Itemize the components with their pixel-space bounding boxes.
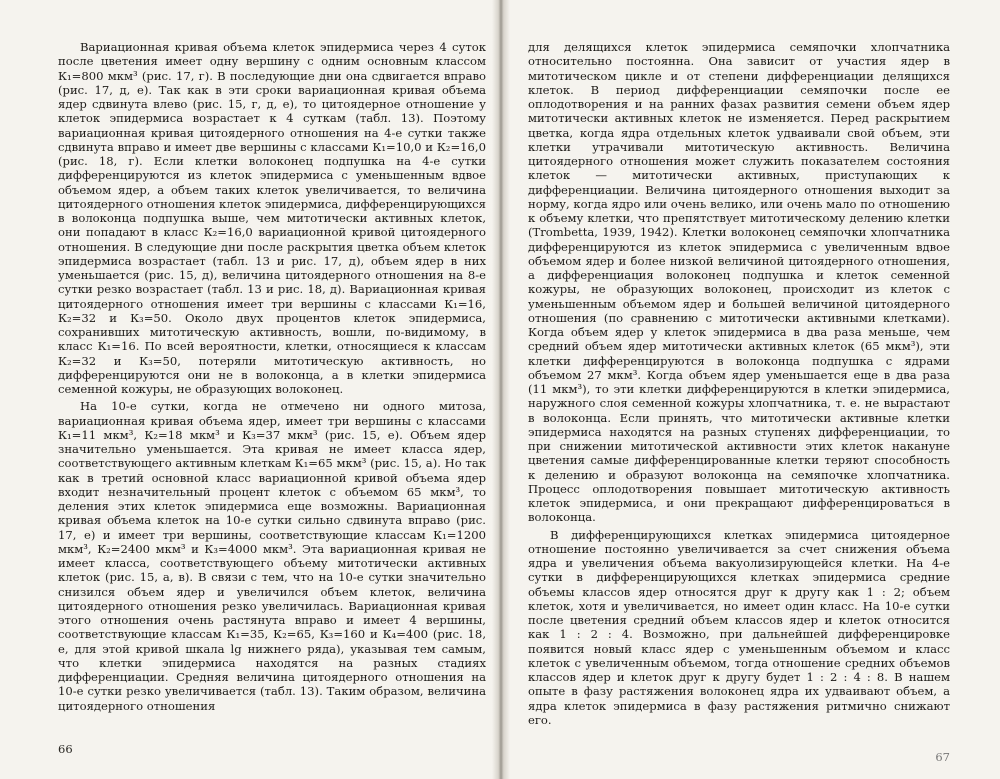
page-number: 66 bbox=[58, 742, 73, 756]
left-page-text bbox=[58, 40, 486, 713]
paragraph: В дифференцирующихся клетках эпидермиса цитоядерное отношение постоянно увеличивается за счет снижения объема ядра и увеличения объема вакуолизирующейся клетки. На 4-е сутки в дифференцирующихся клетках эпидермиса средние объемы классов ядер относятся друг к другу как 1 : 2; объем клеток, хотя и увеличивается, но имеет один класс. На 10-е сутки после цветения средний объем классов ядер и клеток относится как 1 : 2 : 4. Возможно, при дальнейшей дифференцировке появится новый класс ядер с уменьшенным объемом и класс клеток с увеличенным объемом, тогда отношение средних объемов классов ядер и клеток друг к другу будет 1 : 2 : 4 : 8. В нашем опыте в фазу растяжения волоконец ядра их удваивают объем, а ядра клеток эпидермиса в фазу растяжения ритмично снижают его. bbox=[528, 527, 950, 727]
paragraph: На 10-е сутки, когда не отмечено ни одного митоза, вариационная кривая объема ядер, имеет три вершины с классами К₁=11 мкм³, К₂=18 мкм³ и К₃=37 мкм³ (рис. 15, е). Объем ядер значительно уменьшается. Эта кривая не имеет класса ядер, соответствующего активным клеткам К₁=65 мкм³ (рис. 15, а). Но так как в третий основной класс вариационной кривой объема ядер входит незначительный процент клеток с объемом 65 мкм³, то деления этих клеток эпидермиса еще возможны. Вариационная кривая объема клеток на 10-е сутки сильно сдвинута вправо (рис. 17, е) и имеет три вершины, соответствующие классам К₁=1200 мкм³, К₂=2400 мкм³ и К₃=4000 мкм³. Эта вариационная кривая не имеет класса, соответствующего объему митотически активных клеток (рис. 15, а, в). В связи с тем, что на 10-е сутки значительно снизился объем ядер и увеличился объем клеток, величина цитоядерного отношения резко увеличилась. Вариационная кривая этого отношения очень растянута вправо и имеет 4 вершины, соответствующие классам К₁=35, К₂=65, К₃=160 и К₄=400 (рис. 18, е, для этой кривой шкала lg нижнего ряда), указывая тем самым, что клетки эпидермиса находятся на разных стадиях дифференциации. Средняя величина цитоядерного отношения на 10-е сутки резко увеличивается (табл. 13). Таким образом, величина цитоядерного отношения bbox=[58, 399, 486, 713]
book-gutter bbox=[492, 0, 510, 779]
paragraph: Вариационная кривая объема клеток эпидермиса через 4 суток после цветения имеет одну вершину с одним основным классом К₁=800 мкм³ (рис. 17, г). В последующие дни она сдвигается вправо (рис. 17, д, е). Так как в эти сроки вариационная кривая объема ядер сдвинута влево (рис. 15, г, д, е), то цитоядерное отношение у клеток эпидермиса возрастает к 4 суткам (табл. 13). Поэтому вариационная кривая цитоядерного отношения на 4-е сутки также сдвинута вправо и имеет две вершины с классами К₁=10,0 и К₂=16,0 (рис. 18, г). Если клетки волоконец подпушка на 4-е сутки дифференцируются из клеток эпидермиса с уменьшенным вдвое объемом ядер, а объем таких клеток увеличивается, то величина цитоядерного отношения клеток эпидермиса, дифференцирующихся в волоконца подпушка выше, чем митотически активных клеток, они попадают в класс К₂=16,0 вариационной кривой цитоядерного отношения. В следующие дни после раскрытия цветка объем клеток эпидермиса возрастает (табл. 13 и рис. 17, д), объем ядер в них уменьшается (рис. 15, д), величина цитоядерного отношения на 8-е сутки резко возрастает (табл. 13 и рис. 18, д). Вариационная кривая цитоядерного отношения имеет три вершины с классами К₁=16, К₂=32 и К₃=50. Около двух процентов клеток эпидермиса, сохранивших митотическую активность, вошли, по-видимому, в класс К₁=16. По всей вероятности, клетки, относящиеся к классам К₂=32 и К₃=50, потеряли митотическую активность, но дифференцируются они не в волоконца, а в клетки эпидермиса семенной кожуры, не образующих волоконец. bbox=[58, 40, 486, 396]
page-number: 67 bbox=[935, 750, 950, 764]
right-page bbox=[500, 0, 1000, 779]
right-page-text bbox=[528, 40, 950, 727]
paragraph: для делящихся клеток эпидермиса семяпочки хлопчатника относительно постоянна. Она зависит от участия ядер в митотическом цикле и от степени дифференциации делящихся клеток. В период дифференциации семяпочки после ее оплодотворения и на ранних фазах развития семени объем ядер митотически активных клеток не изменяется. Перед раскрытием цветка, когда ядра отдельных клеток удваивали свой объем, эти клетки утрачивали митотическую активность. Величина цитоядерного отношения может служить показателем состояния клеток — митотически активных, приступающих к дифференциации. Величина цитоядерного отношения выходит за норму, когда ядро или очень велико, или очень мало по отношению к объему клетки, что препятствует митотическому делению клетки (Trombetta, 1939, 1942). Клетки волоконец семяпочки хлопчатника дифференцируются из клеток эпидермиса с увеличенным вдвое объемом ядер и более низкой величиной цитоядерного отношения, а дифференциация волоконец подпушка и клеток семенной кожуры, не образующих волоконец, происходит из клеток с уменьшенным объемом ядер и большей величиной цитоядерного отношения (по сравнению с митотически активными клетками). Когда объем ядер у клеток эпидермиса в два раза меньше, чем средний объем ядер митотически активных клеток (65 мкм³), эти клетки дифференцируются в волоконца подпушка с ядрами объемом 27 мкм³. Когда объем ядер уменьшается еще в два раза (11 мкм³), то эти клетки дифференцируются в клетки эпидермиса, наружного слоя семенной кожуры хлопчатника, т. е. не вырастают в волоконца. Если принять, что митотически активные клетки эпидермиса находятся на разных ступенях дифференциации, то при снижении митотической активности этих клеток накануне цветения самые дифференцированные клетки теряют способность к делению и образуют волоконца на семяпочке хлопчатника. Процесс оплодотворения повышает митотическую активность клеток эпидермиса, и они прекращают дифференцироваться в волоконца. bbox=[528, 40, 950, 525]
